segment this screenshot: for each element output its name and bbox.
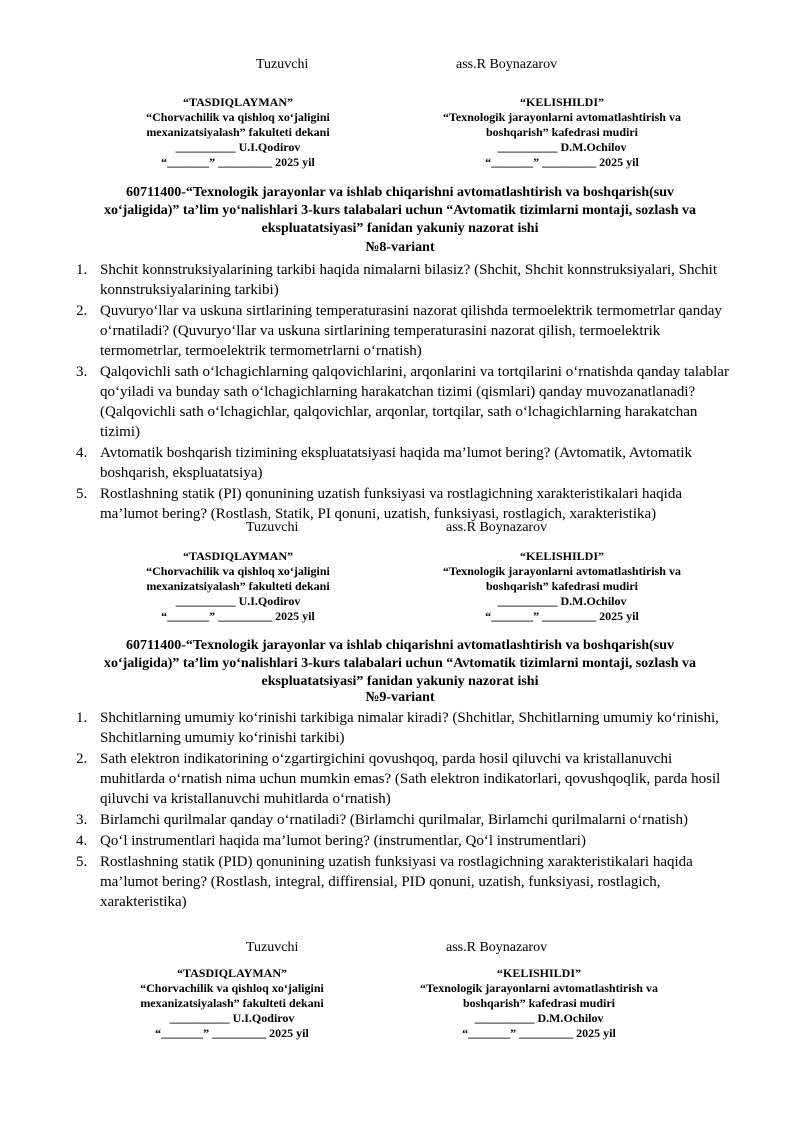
agreement-line: “Texnologik jarayonlarni avtomatlashtirish va [443,564,681,578]
approval-block-left [112,966,352,1041]
date-line: “_______” _________ 2025 yil [485,609,639,623]
date-line: “_______” _________ 2025 yil [462,1026,616,1040]
exam-title-line: ekspluatatsiyasi” fanidan yakuniy nazorat ishi [261,221,539,236]
approval-line: mexanizatsiyalash” fakulteti dekani [140,996,324,1010]
agreement-block-right [412,95,712,170]
question-item [74,708,734,748]
question-number: 1. [76,710,88,726]
question-number: 5. [76,486,88,502]
question-text: Qalqovichli sath o‘lchagichlarning qalqovichlarini, arqonlarini va tortqilarini o‘rnatishda qanday talablar qo‘yiladi va bunday sath o‘lchagichlarning harakatchan tizimi (qismlari) qanday muvozanatlanadi? (Qalqovichli sath o‘lchagichlar, qalqovichlar, arqonlar, tortqilar, sath o‘lchagichlarning harakatchan tizimi) [100,364,729,440]
approval-block-left [118,95,358,170]
question-list [74,260,734,525]
agreement-heading: “KELISHILDI” [519,549,605,563]
approval-line: mexanizatsiyalash” fakulteti dekani [146,125,330,139]
question-number: 3. [76,364,88,380]
question-number: 1. [76,262,88,278]
question-text: Shchit konnstruksiyalarining tarkibi haqida nimalarni bilasiz? (Shchit, Shchit konnstruksiyalari, Shchit konnstruksiyalarining tarkibi) [100,262,717,298]
question-text: Shchitlarning umumiy ko‘rinishi tarkibiga nimalar kiradi? (Shchitlar, Shchitlarning umumiy ko‘rinishi, Shchitlarning umumiy ko‘rinishi tarkibi) [100,710,719,746]
compiler-name: ass.R Boynazarov [446,520,548,535]
question-text: Sath elektron indikatorining o‘zgartirgichini qovushqoq, parda hosil qiluvchi va kristallanuvchi muhitlarda o‘rnatish nima uchun mumkin emas? (Sath elektron indikatorlari, qovushqoqlik, parda hosil qiluvchi va kristallanuvchi muhitlarda o‘rnatish) [100,751,721,807]
question-number: 4. [76,445,88,461]
question-item [74,749,734,809]
date-line: “_______” _________ 2025 yil [155,1026,309,1040]
dean-signature-line: __________ U.I.Qodirov [169,1011,295,1025]
exam-title-line: 60711400-“Texnologik jarayonlar va ishlab chiqarishni avtomatlashtirish va boshqarish(suv [125,185,675,200]
question-item [74,810,734,830]
approval-line: “Chorvachilik va qishloq xo‘jaligini [140,981,324,995]
approval-heading: “TASDIQLAYMAN” [182,95,293,109]
question-number: 4. [76,833,88,849]
question-text: Birlamchi qurilmalar qanday o‘rnatiladi? (Birlamchi qurilmalar, Birlamchi qurilmalarni o‘rnatish) [100,812,688,828]
date-line: “_______” _________ 2025 yil [161,609,315,623]
approval-line: “Chorvachilik va qishloq xo‘jaligini [146,110,330,124]
question-item [74,301,734,361]
dean-signature-line: __________ U.I.Qodirov [175,140,301,154]
question-list [74,708,734,913]
date-line: “_______” _________ 2025 yil [485,155,639,169]
variant-number: №8-variant [365,240,435,255]
exam-title-line: xo‘jaligida)” ta’lim yo‘nalishlari 3-kurs talabalari uchun “Avtomatik tizimlarni montaji, sozlash va [103,656,697,671]
head-signature-line: __________ D.M.Ochilov [497,140,627,154]
exam-title-line: ekspluatatsiyasi” fanidan yakuniy nazorat ishi [261,674,539,689]
agreement-line: boshqarish” kafedrasi mudiri [485,579,639,593]
compiler-label: Tuzuvchi [246,940,299,955]
question-number: 5. [76,854,88,870]
agreement-block-right [389,966,689,1041]
question-item [74,362,734,442]
question-number: 3. [76,812,88,828]
head-signature-line: __________ D.M.Ochilov [474,1011,604,1025]
agreement-line: boshqarish” kafedrasi mudiri [462,996,616,1010]
approval-block-left [118,549,358,624]
question-text: Quvuryo‘llar va uskuna sirtlarining temperaturasini nazorat qilishda termoelektrik termometrlar qanday o‘rnatiladi? (Quvuryo‘llar va uskuna sirtlarining temperaturasini nazorat qilish, termoelektrik termometrlar, termoelektrik termometrlarni o‘rnatish) [100,303,722,359]
agreement-heading: “KELISHILDI” [519,95,605,109]
question-item [74,852,734,912]
approval-line: “Chorvachilik va qishloq xo‘jaligini [146,564,330,578]
dean-signature-line: __________ U.I.Qodirov [175,594,301,608]
agreement-block-right [412,549,712,624]
agreement-line: “Texnologik jarayonlarni avtomatlashtirish va [443,110,681,124]
exam-title [80,637,720,691]
head-signature-line: __________ D.M.Ochilov [497,594,627,608]
question-item [74,260,734,300]
agreement-line: boshqarish” kafedrasi mudiri [485,125,639,139]
question-item [74,484,734,524]
compiler-label: Tuzuvchi [256,57,309,72]
question-text: Qo‘l instrumentlari haqida ma’lumot bering? (instrumentlar, Qo‘l instrumentlari) [100,833,586,849]
variant-number: №9-variant [365,690,435,705]
question-item [74,443,734,483]
question-text: Rostlashning statik (PID) qonunining uzatish funksiyasi va rostlagichning xarakteristikalari haqida ma’lumot bering? (Rostlash, integral, diffirensial, PID qonuni, uzatish, funksiyasi, rostlagich, xarakteristika) [100,854,693,910]
exam-title [80,184,720,238]
agreement-heading: “KELISHILDI” [496,966,582,980]
question-text: Avtomatik boshqarish tizimining ekspluatatsiyasi haqida ma’lumot bering? (Avtomatik, Avtomatik boshqarish, ekspluatatsiya) [100,445,692,481]
question-number: 2. [76,303,88,319]
agreement-line: “Texnologik jarayonlarni avtomatlashtirish va [420,981,658,995]
compiler-label: Tuzuvchi [246,520,299,535]
question-number: 2. [76,751,88,767]
question-text: Rostlashning statik (PI) qonunining uzatish funksiyasi va rostlagichning xarakteristikalari haqida ma’lumot bering? (Rostlash, Statik, PI qonuni, uzatish, funksiyasi, rostlagich, xarakteristika) [100,486,682,522]
exam-title-line: xo‘jaligida)” ta’lim yo‘nalishlari 3-kurs talabalari uchun “Avtomatik tizimlarni montaji, sozlash va [103,203,697,218]
compiler-name: ass.R Boynazarov [456,57,558,72]
exam-title-line: 60711400-“Texnologik jarayonlar va ishlab chiqarishni avtomatlashtirish va boshqarish(suv [125,638,675,653]
approval-line: mexanizatsiyalash” fakulteti dekani [146,579,330,593]
compiler-name: ass.R Boynazarov [446,940,548,955]
date-line: “_______” _________ 2025 yil [161,155,315,169]
question-item [74,831,734,851]
approval-heading: “TASDIQLAYMAN” [176,966,287,980]
approval-heading: “TASDIQLAYMAN” [182,549,293,563]
